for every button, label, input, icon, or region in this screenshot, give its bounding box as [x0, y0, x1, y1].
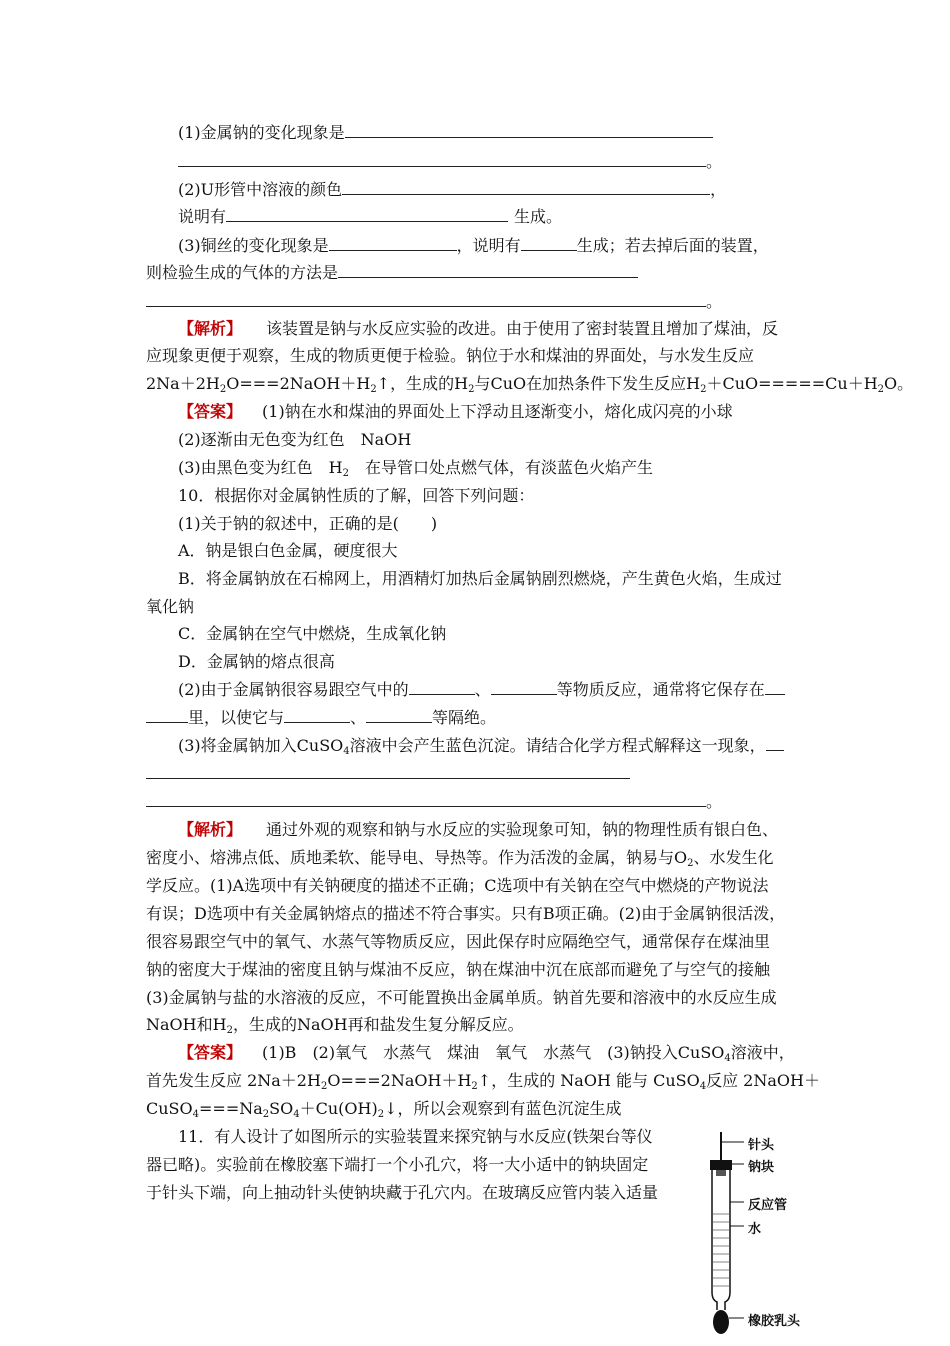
q10-option-b-cont: 氧化钠 — [146, 597, 195, 616]
q10-title: 10．根据你对金属钠性质的了解，回答下列问题： — [178, 486, 535, 505]
q9-analysis-line2: 应现象更便于观察，生成的物质更便于检验。钠位于水和煤油的界面处，与水发生反应 — [146, 346, 755, 365]
q10-sub2-line2: 里，以使它与 、 等隔绝。 — [146, 708, 496, 728]
q10-sub3-line2 — [146, 764, 630, 784]
sodium-block — [716, 1170, 726, 1176]
q10-analysis-line6: 钠的密度大于煤油的密度且钠与煤油不反应，钠在煤油中沉在底部而避免了与空气的接触 — [146, 960, 771, 979]
q10-answer-line1: 【答案】 (1)B (2)氧气 水蒸气 煤油 氧气 水蒸气 (3)钠投入CuSO$_4$溶液中， — [178, 1043, 795, 1064]
blank[interactable] — [146, 764, 630, 779]
q10-sub3-line3: 。 — [146, 792, 722, 812]
blank[interactable] — [226, 207, 508, 222]
q10-analysis-line4: 有误；D选项中有关金属钠熔点的描述不符合事实。只有B项正确。(2)由于金属钠很活泼， — [146, 904, 786, 923]
apparatus-figure — [700, 1132, 810, 1342]
label-tube: 反应管 — [748, 1198, 788, 1213]
rubber-bulb — [713, 1310, 729, 1334]
blank[interactable] — [409, 680, 475, 695]
q9-part2: (2)U形管中溶液的颜色 ， — [178, 180, 727, 199]
q9-answer-line3: (3)由黑色变为红色 $H_2$ 在导管口处点燃气体，有淡蓝色火焰产生 — [178, 458, 654, 479]
q9-part1: (1)金属钠的变化现象是 — [178, 123, 713, 143]
q10-analysis-line3: 学反应。(1)A选项中有关钠硬度的描述不正确；C选项中有关钠在空气中燃烧的产物说法 — [146, 876, 769, 895]
blank[interactable] — [329, 236, 457, 251]
q10-option-c: C．金属钠在空气中燃烧，生成氧化钠 — [178, 624, 447, 643]
q9-part3-line2: 则检验生成的气体的方法是 — [146, 263, 638, 283]
blank[interactable] — [146, 292, 706, 307]
answer-tag: 【答案】 — [178, 402, 243, 421]
q9-analysis-line1: 【解析】 该装置是钠与水反应实验的改进。由于使用了密封装置且增加了煤油，反 — [178, 319, 779, 338]
q10-analysis-line2: 密度小、熔沸点低、质地柔软、能导电、导热等。作为活泼的金属，钠易与$O_2$、水发生化 — [146, 848, 774, 869]
blank[interactable] — [284, 708, 350, 723]
q11-line3: 于针头下端，向上抽动针头使钠块藏于孔穴内。在玻璃反应管内装入适量 — [146, 1183, 659, 1202]
q9-part1-line2: 。 — [178, 152, 722, 172]
q10-option-a: A．钠是银白色金属，硬度很大 — [178, 541, 398, 560]
q10-analysis-line7: (3)金属钠与盐的水溶液的反应，不可能置换出金属单质。钠首先要和溶液中的水反应生成 — [146, 988, 777, 1007]
blank[interactable] — [491, 680, 557, 695]
blank[interactable] — [146, 792, 706, 807]
answer-tag: 【答案】 — [178, 1043, 243, 1062]
water-fill — [713, 1214, 729, 1286]
label-water: 水 — [748, 1222, 762, 1237]
blank[interactable] — [338, 263, 638, 278]
label-bulb: 橡胶乳头 — [748, 1314, 801, 1329]
q9-part2-line2: 说明有 生成。 — [178, 207, 563, 226]
q10-option-b: B．将金属钠放在石棉网上，用酒精灯加热后金属钠剧烈燃烧，产生黄色火焰，生成过 — [178, 569, 782, 588]
reaction-tube — [712, 1170, 730, 1310]
blank[interactable] — [345, 123, 713, 138]
q9-analysis-line3: $2Na+2H_2O===2NaOH+H_2↑$，生成的$H_2$与CuO在加热条件下发生反应$H_2+CuO=====Cu+H_2O$。 — [146, 374, 914, 395]
q10-sub3: (3)将金属钠加入CuSO$_4$溶液中会产生蓝色沉淀。请结合化学方程式解释这一现象， — [178, 736, 784, 756]
analysis-tag: 【解析】 — [178, 319, 243, 338]
label-sodium: 钠块 — [748, 1160, 775, 1175]
q9-part3-line3: 。 — [146, 292, 722, 312]
q9-answer-line1: 【答案】 (1)钠在水和煤油的界面处上下浮动且逐渐变小，熔化成闪亮的小球 — [178, 402, 733, 421]
q10-analysis-line5: 很容易跟空气中的氧气、水蒸气等物质反应，因此保存时应隔绝空气，通常保存在煤油里 — [146, 932, 771, 951]
blank[interactable] — [146, 708, 188, 723]
q11-line2: 器已略)。实验前在橡胶塞下端打一个小孔穴，将一大小适中的钠块固定 — [146, 1155, 649, 1174]
q10-option-d: D．金属钠的熔点很高 — [178, 652, 335, 671]
blank[interactable] — [766, 736, 784, 751]
q10-sub2: (2)由于金属钠很容易跟空气中的 、 等物质反应，通常将它保存在 — [178, 680, 785, 700]
blank[interactable] — [342, 180, 710, 195]
label-needle: 针头 — [748, 1138, 775, 1153]
blank[interactable] — [765, 680, 785, 695]
q10-answer-line2: 首先发生反应 $2Na+2H_2O===2NaOH+H_2↑$，生成的 NaOH 能与 CuSO$_4$反应 2NaOH＋ — [146, 1071, 820, 1092]
blank[interactable] — [521, 236, 577, 251]
analysis-tag: 【解析】 — [178, 820, 243, 839]
blank[interactable] — [178, 152, 706, 167]
q10-analysis-line1: 【解析】 通过外观的观察和钠与水反应的实验现象可知，钠的物理性质有银白色、 — [178, 820, 779, 839]
q10-sub1: (1)关于钠的叙述中，正确的是( ) — [178, 514, 438, 533]
q10-answer-line3: $CuSO_4===Na_2SO_4+Cu(OH)_2↓$，所以会观察到有蓝色沉淀生成 — [146, 1099, 622, 1120]
q10-analysis-line8: NaOH和$H_2$，生成的NaOH再和盐发生复分解反应。 — [146, 1015, 524, 1036]
q9-answer-line2: (2)逐渐由无色变为红色 NaOH — [178, 430, 412, 449]
blank[interactable] — [366, 708, 432, 723]
rubber-stopper — [710, 1160, 732, 1170]
q9-part3: (3)铜丝的变化现象是 ，说明有 生成；若去掉后面的装置， — [178, 236, 769, 255]
q11-line1: 11．有人设计了如图所示的实验装置来探究钠与水反应(铁架台等仪 — [178, 1127, 653, 1146]
